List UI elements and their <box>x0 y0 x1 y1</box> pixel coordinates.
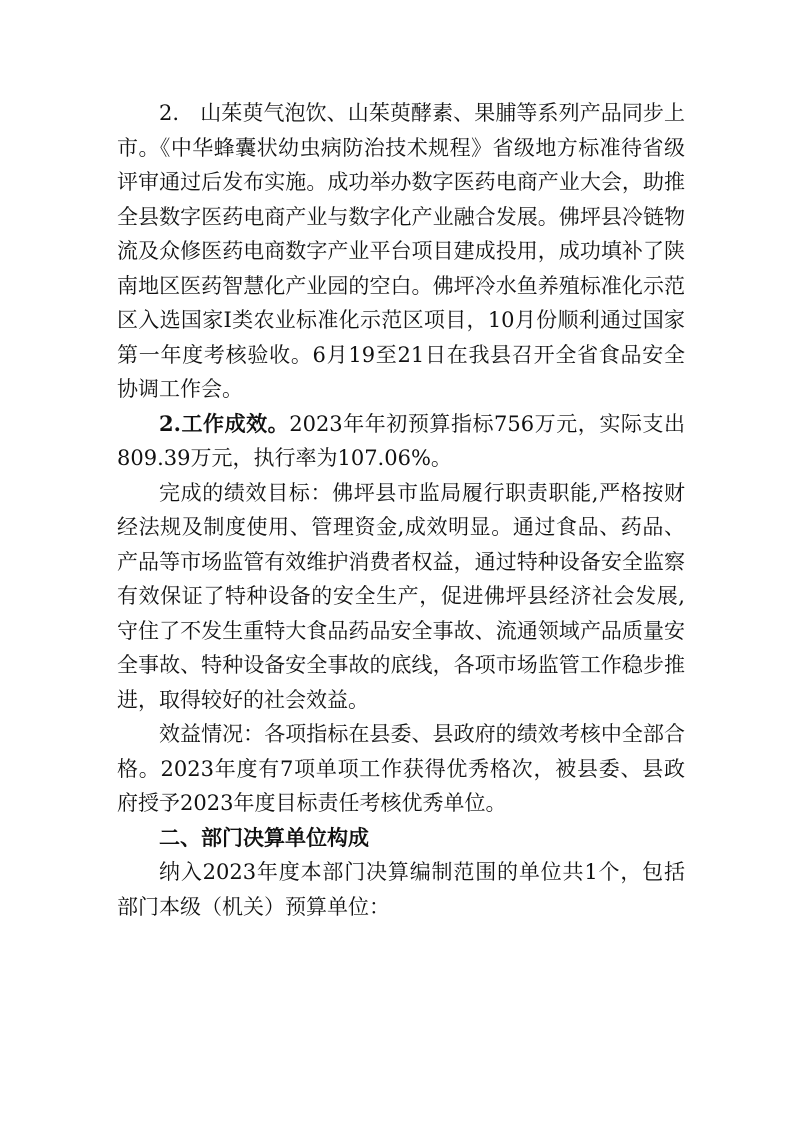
paragraph-work-results-lead: 2.工作成效。 <box>159 410 290 436</box>
paragraph-performance-goals: 完成的绩效目标：佛坪县市监局履行职责职能,严格按财经法规及制度使用、管理资金,成效明显。通过食品、药品、产品等市场监管有效维护消费者权益，通过特种设备安全监察有效保证了特种设备的安全生产，促进佛坪县经济社会发展,守住了不发生重特大食品药品安全事故、流通领域产品质量安全事故、特种设备安全事故的底线，各项市场监管工作稳步推进，取得较好的社会效益。 <box>117 480 685 712</box>
paragraph-unit-composition: 纳入2023年度本部门决算编制范围的单位共1个，包括部门本级（机关）预算单位： <box>117 860 685 919</box>
document-body <box>117 96 685 924</box>
paragraph-work-results-text: 2023年年初预算指标756万元，实际支出809.39万元，执行率为107.06%。 <box>117 411 685 470</box>
paragraph-product-launch: 2. 山茱萸气泡饮、山茱萸酵素、果脯等系列产品同步上市。《中华蜂囊状幼虫病防治技术规程》省级地方标准待省级评审通过后发布实施。成功举办数字医药电商产业大会，助推全县数字医药电商产业与数字化产业融合发展。佛坪县冷链物流及众修医药电商数字产业平台项目建成投用，成功填补了陕南地区医药智慧化产业园的空白。佛坪冷水鱼养殖标准化示范区入选国家Ⅰ类农业标准化示范区项目，10月份顺利通过国家第一年度考核验收。6月19至21日在我县召开全省食品安全协调工作会。 <box>117 101 685 401</box>
paragraph-work-results <box>117 407 685 476</box>
paragraph-benefits: 效益情况：各项指标在县委、县政府的绩效考核中全部合格。2023年度有7项单项工作获得优秀格次，被县委、县政府授予2023年度目标责任考核优秀单位。 <box>117 722 685 815</box>
section-heading: 二、部门决算单位构成 <box>159 825 369 850</box>
